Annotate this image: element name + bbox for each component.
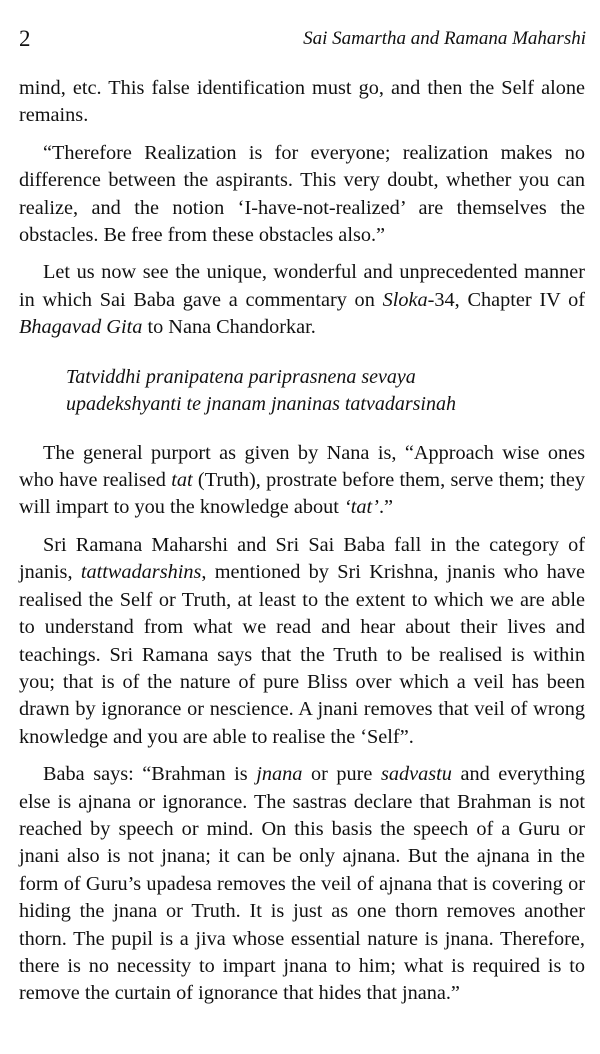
text-run: and everything else is ajnana or ignorance. The sastras declare that Brahman is not reached by speech or mind. On this basis the speech of a Guru or jnani also is not jnana; it can be only ajnana. But the ajnana in the form of Guru’s upadesa removes the veil of ajnana that is covering or hiding the jnana or Truth. It is just as one thorn removes another thorn. The pupil is a jiva whose essential nature is jnana. Therefore, there is no necessity to impart jnana to him; what is required is to remove the curtain of ignorance that hides that jnana.” <box>19 763 585 1005</box>
page-header <box>19 26 586 54</box>
text-run: The general purport as given by Nana is, “Approach wise ones who have realised <box>19 441 585 492</box>
italic-run: Sloka <box>382 288 428 311</box>
text-run: -34, Chapter IV of <box>427 288 585 311</box>
paragraph-3 <box>19 259 585 341</box>
running-title: Sai Samartha and Ramana Maharshi <box>303 28 586 49</box>
verse-line-1: Tatviddhi pranipatena pariprasnena sevaya <box>66 365 416 388</box>
italic-run: ‘tat’ <box>344 496 379 519</box>
paragraph-4 <box>19 440 585 522</box>
text-run: Let us now see the unique, wonderful and unprecedented manner in which Sai Baba gave a commentary on <box>19 261 585 311</box>
paragraph-2: “Therefore Realization is for everyone; realization makes no difference between the aspirants. This very doubt, whether you can realize, and the notion ‘I-have-not-realized’ are themselves the obstacles. Be free from these obstacles also.” <box>19 141 585 247</box>
text-run: to Nana Chandorkar. <box>142 316 316 339</box>
italic-run: Bhagavad Gita <box>19 316 143 339</box>
paragraph-1: mind, etc. This false identification must go, and then the Self alone remains. <box>19 77 585 127</box>
italic-run: tattwadarshins <box>80 561 202 584</box>
body-text <box>19 75 585 1008</box>
page-number: 2 <box>19 26 31 51</box>
text-run: or pure <box>302 763 381 786</box>
text-run: , mentioned by Sri Krishna, jnanis who have realised the Self or Truth, at least to the extent to which we are able to understand from what we read and hear about their lives and teachings. Sri Ramana says that the Truth to be realised is within you; that is of the nature of pure Bliss over which a veil has been drawn by ignorance or nescience. A jnani removes that veil of wrong knowledge and you are able to realise the ‘Self”. <box>19 561 585 748</box>
italic-run: tat <box>171 469 193 492</box>
text-run: .” <box>378 496 394 519</box>
paragraph-5 <box>19 532 585 751</box>
text-run: (Truth), prostrate before them, serve them; they will impart to you the knowledge about <box>19 469 585 519</box>
text-run: Baba says: “Brahman is <box>43 763 257 786</box>
italic-run: sadvastu <box>380 763 452 786</box>
sanskrit-verse <box>66 364 585 418</box>
paragraph-6 <box>19 761 585 1008</box>
verse-line-2: upadekshyanti te jnanam jnaninas tatvadarsinah <box>66 392 456 415</box>
text-run: Sri Ramana Maharshi and Sri Sai Baba fall in the category of jnanis, <box>19 533 585 584</box>
italic-run: jnana <box>256 763 303 786</box>
